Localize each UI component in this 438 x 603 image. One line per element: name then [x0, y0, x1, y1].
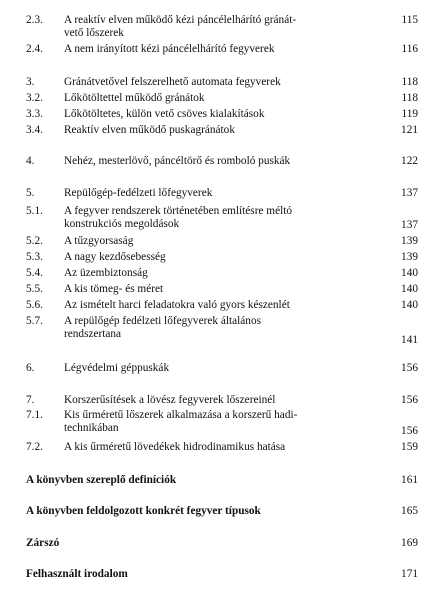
entry-page: 119	[401, 108, 418, 120]
entry-number: 5.3.	[26, 251, 43, 263]
entry-page: 139	[401, 235, 418, 247]
entry-number: 3.4.	[26, 124, 43, 136]
entry-page: 159	[401, 441, 418, 453]
entry-title: Kis űrméretű lőszerek alkalmazása a korszerű hadi- technikában	[64, 409, 298, 434]
entry-title: A tűzgyorsaság	[64, 235, 134, 247]
entry-number: 7.1.	[26, 409, 43, 421]
entry-page: 139	[401, 251, 418, 263]
entry-page: 156	[401, 362, 418, 374]
entry-page: 156	[401, 425, 418, 437]
entry-number: 5.2.	[26, 235, 43, 247]
entry-page: 116	[401, 43, 418, 55]
section-page: 169	[401, 537, 418, 549]
section-title: A könyvben feldolgozott konkrét fegyver típusok	[26, 505, 261, 517]
entry-page: 140	[401, 267, 418, 279]
entry-number: 2.3.	[26, 14, 43, 26]
entry-title: Lőkötöltettel működő gránátok	[64, 92, 205, 104]
entry-number: 5.5.	[26, 283, 43, 295]
entry-number: 7.	[26, 394, 35, 406]
entry-page: 137	[401, 187, 418, 199]
entry-number: 2.4.	[26, 43, 43, 55]
entry-title: Reaktív elven működő puskagránátok	[64, 124, 235, 136]
entry-title: Korszerűsítések a lövész fegyverek lőszereinél	[64, 394, 276, 406]
section-title: A könyvben szereplő definíciók	[26, 474, 177, 486]
entry-number: 3.	[26, 76, 35, 88]
entry-number: 5.7.	[26, 315, 43, 327]
entry-page: 115	[401, 14, 418, 26]
entry-number: 6.	[26, 362, 35, 374]
entry-title: Gránátvetővel felszerelhető automata fegyverek	[64, 76, 281, 88]
entry-title: Az ismételt harci feladatokra való gyors készenlét	[64, 299, 290, 311]
entry-title: Az üzembiztonság	[64, 267, 148, 279]
entry-number: 7.2.	[26, 441, 43, 453]
entry-page: 140	[401, 299, 418, 311]
entry-number: 3.2.	[26, 92, 43, 104]
entry-page: 118	[401, 76, 418, 88]
entry-page: 141	[401, 334, 418, 346]
section-page: 165	[401, 505, 418, 517]
entry-title: A kis tömeg- és méret	[64, 283, 164, 295]
entry-title: Repülőgép-fedélzeti lőfegyverek	[64, 187, 213, 199]
entry-page: 122	[401, 155, 418, 167]
entry-number: 5.1.	[26, 205, 43, 217]
entry-title: A nem irányított kézi páncélelhárító fegyverek	[64, 43, 275, 55]
entry-title: Légvédelmi géppuskák	[64, 362, 170, 374]
entry-number: 3.3.	[26, 108, 43, 120]
entry-title: Lőkötöltetes, külön vető csöves kialakítások	[64, 108, 265, 120]
entry-page: 137	[401, 219, 418, 231]
entry-page: 118	[401, 92, 418, 104]
entry-number: 5.	[26, 187, 35, 199]
section-page: 161	[401, 474, 418, 486]
entry-title: A nagy kezdősebesség	[64, 251, 166, 263]
entry-number: 5.4.	[26, 267, 43, 279]
section-title: Felhasznált irodalom	[26, 568, 128, 580]
entry-title: A kis űrméretű lövedékek hidrodinamikus hatása	[64, 441, 286, 453]
section-title: Zárszó	[26, 537, 60, 549]
entry-page: 140	[401, 283, 418, 295]
entry-title: Nehéz, mesterlövő, páncéltörő és romboló puskák	[64, 155, 291, 167]
entry-title: A repülőgép fedélzeti lőfegyverek általános rendszertana	[64, 315, 261, 340]
entry-number: 5.6.	[26, 299, 43, 311]
entry-title: A reaktív elven működő kézi páncélelhárító gránát- vető lőszerek	[64, 14, 297, 39]
entry-page: 121	[401, 124, 418, 136]
entry-page: 156	[401, 394, 418, 406]
entry-title: A fegyver rendszerek történetében említésre méltó konstrukciós megoldások	[64, 205, 293, 230]
entry-number: 4.	[26, 155, 35, 167]
section-page: 171	[401, 568, 418, 580]
